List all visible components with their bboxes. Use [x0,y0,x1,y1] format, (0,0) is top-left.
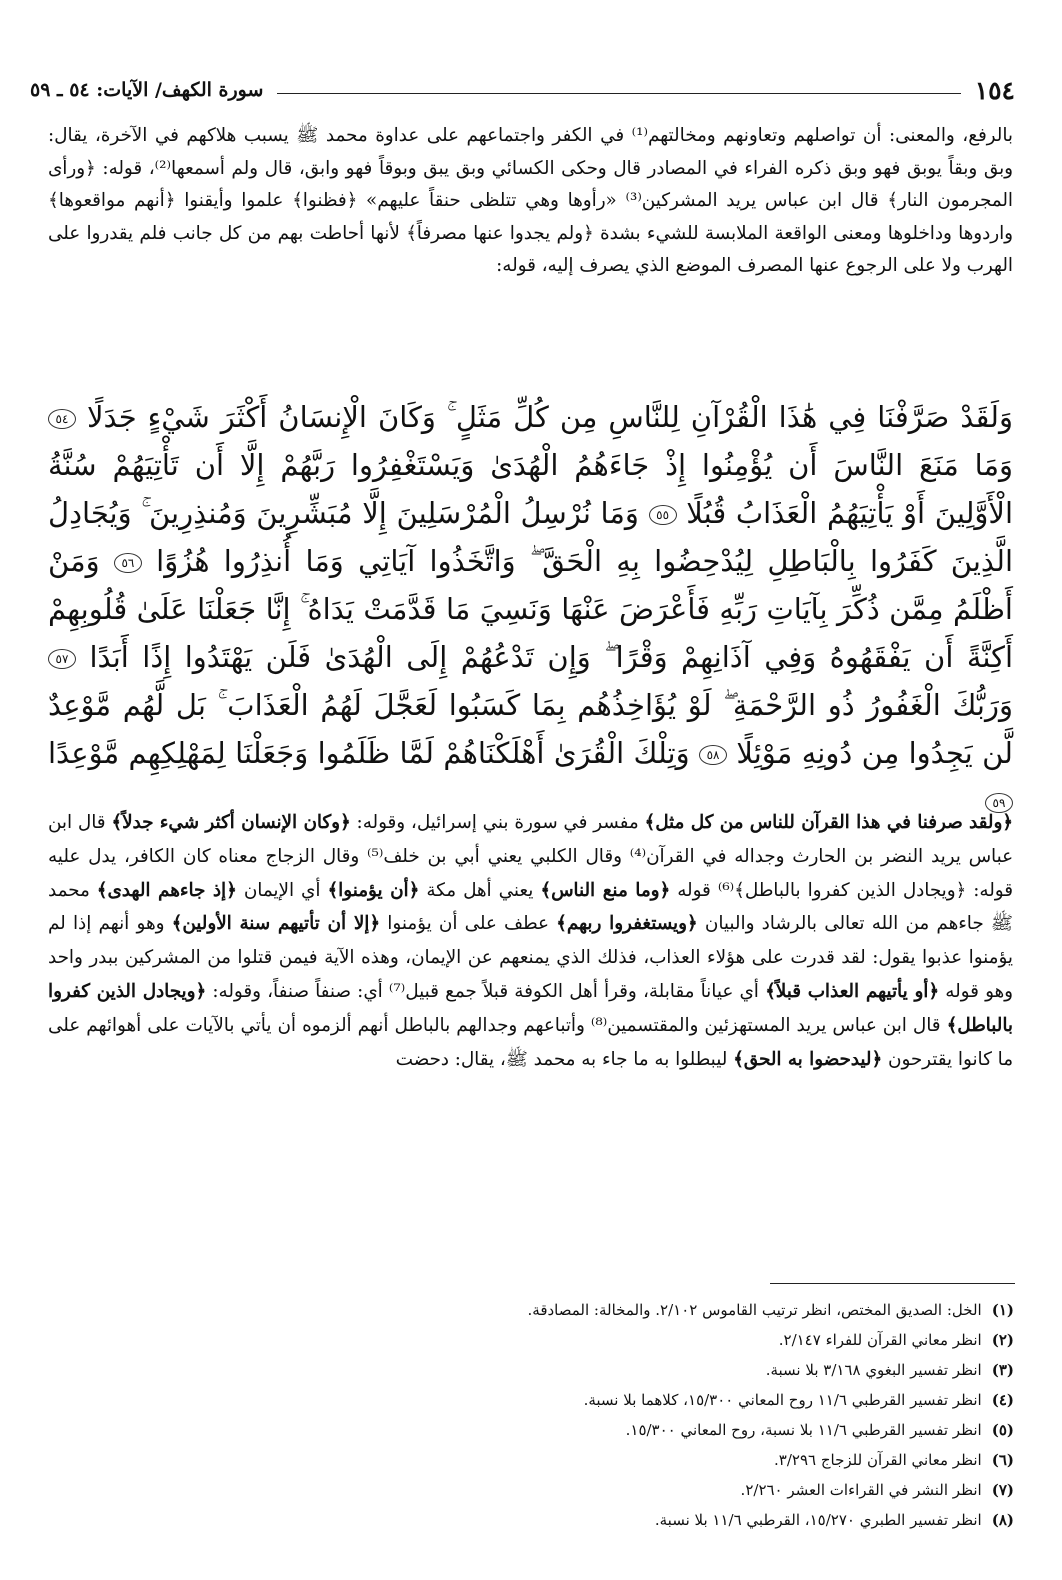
quran-verse: وَمَا نُرْسِلُ الْمُرْسَلِينَ إِلَّا مُبَشِّرِينَ وَمُنذِرِينَ ۚ وَيُجَادِلُ الَّذِينَ كَفَرُوا بِالْبَاطِلِ لِيُدْحِضُوا بِهِ الْحَقَّ ۖ وَاتَّخَذُوا آيَاتِي وَمَا أُنذِرُوا هُزُوًا ٥٦ [48,496,1014,578]
quran-verse: وَمَا مَنَعَ النَّاسَ أَن يُؤْمِنُوا إِذْ جَاءَهُمُ الْهُدَىٰ وَيَسْتَغْفِرُوا رَبَّهُمْ إِلَّا أَن تَأْتِيَهُمْ سُنَّةُ الْأَوَّلِينَ أَوْ يَأْتِيَهُمُ الْعَذَابُ قُبُلًا ٥٥ [48,448,1014,530]
commentary-text: عطف على أن يؤمنوا [380,913,557,935]
footnote-number: (٣) [991,1361,1014,1379]
footnote [49,1385,1014,1415]
footnote [49,1355,1014,1385]
verse-number-marker: ٥٥ [649,505,677,525]
verse-number-marker: ٥٩ [985,793,1013,813]
page-header [30,72,1015,108]
quran-verse: وَلَقَدْ صَرَّفْنَا فِي هَٰذَا الْقُرْآنِ لِلنَّاسِ مِن كُلِّ مَثَلٍ ۚ وَكَانَ الْإِنسَانُ أَكْثَرَ شَيْءٍ جَدَلًا ٥٤ [48,400,1013,434]
commentary-text: يعني أهل مكة [419,879,541,901]
quoted-phrase: ﴿إلا أن تأتيهم سنة الأولين﴾ [171,913,381,935]
quran-verse: وَمَنْ أَظْلَمُ مِمَّن ذُكِّرَ بِآيَاتِ رَبِّهِ فَأَعْرَضَ عَنْهَا وَنَسِيَ مَا قَدَّمَتْ يَدَاهُ ۚ إِنَّا جَعَلْنَا عَلَىٰ قُلُوبِهِمْ أَكِنَّةً أَن يَفْقَهُوهُ وَفِي آذَانِهِمْ وَقْرًا ۖ وَإِن تَدْعُهُمْ إِلَى الْهُدَىٰ فَلَن يَهْتَدُوا إِذًا أَبَدًا ٥٧ [48,544,1014,674]
verse-number-marker: ٥٧ [48,649,76,669]
verse-number-marker: ٥٤ [48,409,76,429]
quran-verse: وَرَبُّكَ الْغَفُورُ ذُو الرَّحْمَةِ ۖ لَوْ يُؤَاخِذُهُم بِمَا كَسَبُوا لَعَجَّلَ لَهُمُ الْعَذَابَ ۚ بَل لَّهُم مَّوْعِدٌ لَّن يَجِدُوا مِن دُونِهِ مَوْئِلًا ٥٨ [48,688,1014,770]
footnote [49,1415,1014,1445]
tafsir-paragraph [48,806,1013,1076]
verse-number-marker: ٥٨ [699,745,727,765]
quoted-phrase: ﴿أن يؤمنوا﴾ [327,879,420,901]
footnote-text: الخل: الصديق المختص، انظر ترتيب القاموس ٢/١٠٢. والمخالة: المصادقة. [527,1301,982,1319]
quoted-phrase: ﴿وما منع الناس﴾ [540,879,671,901]
commentary-text: أي عياناً مقابلة، وقرأ أهل الكوفة قبلاً جمع قبيل⁽⁷⁾ أي: صنفاً صنفاً، وقوله: [206,980,766,1002]
footnote [49,1445,1014,1475]
commentary-text: وهو أنهم إذا لم يؤمنوا عذبوا يقول: لقد قدرت على هؤلاء العذاب، فذلك الذي يمنعهم عن الإيمان، وهذه الآية فيمن قتلوا من المشركين ببدر واحد وهو قوله [48,913,1013,1002]
intro-paragraph: بالرفع، والمعنى: أن تواصلهم وتعاونهم ومخالتهم⁽¹⁾ في الكفر واجتماعهم على عداوة محمد ﷺ يسبب هلاكهم في الآخرة، يقال: وبق وبقاً يوبق فهو وبق ذكره الفراء في المصادر قال وحكى الكسائي وبق يبق وبوقاً فهو وابق، قال ولم أسمعها⁽²⁾، قوله: ﴿ورأى المجرمون النار﴾ قال ابن عباس يريد المشركين⁽³⁾ «رأوها وهي تتلظى حنقاً عليهم» ﴿فظنوا﴾ علموا وأيقنوا ﴿أنهم مواقعوها﴾ واردوها وداخلوها ومعنى الواقعة الملابسة للشيء بشدة ﴿ولم يجدوا عنها مصرفاً﴾ لأنها أحاطت بهم من كل جانب فلم يقدروا على الهرب ولا على الرجوع عنها المصرف الموضع الذي يصرف إليه، قوله: [48,125,1014,276]
footnote-number: (٧) [991,1481,1014,1499]
quoted-phrase: ﴿إذ جاءهم الهدى﴾ [96,879,237,901]
footnote-number: (١) [991,1301,1014,1319]
running-title: سورة الكهف/ الآيات: ٥٤ ـ ٥٩ [30,79,264,101]
commentary-text: محمد ﷺ جاءهم من الله تعالى بالرشاد والبيان [48,879,1013,935]
footnote-number: (٦) [991,1451,1014,1469]
footnote-number: (٥) [991,1421,1014,1439]
footnote [49,1505,1014,1535]
footnote-number: (٨) [991,1511,1014,1529]
quoted-phrase: ﴿ليدحضوا به الحق﴾ [733,1048,883,1070]
footnote-number: (٢) [991,1331,1014,1349]
footnote-separator [770,1283,1015,1284]
quoted-phrase: ﴿وكان الإنسان أكثر شيء جدلاً﴾ [111,812,351,833]
footnote [49,1325,1014,1355]
footnote [49,1475,1014,1505]
footnote-text: انظر النشر في القراءات العشر ٢/٢٦٠. [740,1481,982,1499]
footnotes-list [49,1295,1014,1535]
commentary-text: قال ابن عباس يريد المستهزئين والمقتسمين⁽⁸⁾ وأتباعهم وجدالهم بالباطل أنهم ألزموه أن يأتي بالآيات على أهوائهم على ما كانوا يقترحون [48,1014,1013,1070]
footnote [49,1295,1014,1325]
footnote-text: انظر معاني القرآن للزجاج ٣/٢٩٦. [774,1451,982,1469]
quoted-phrase: ﴿ويستغفروا ربهم﴾ [556,913,698,935]
commentary-text: ليبطلوا به ما جاء به محمد ﷺ، يقال: دحضت [395,1048,734,1070]
footnote-text: انظر تفسير القرطبي ١١/٦ روح المعاني ١٥/٣٠٠، كلاهما بلا نسبة. [583,1391,982,1409]
footnote-text: انظر معاني القرآن للفراء ٢/١٤٧. [778,1331,982,1349]
quran-verse: وَتِلْكَ الْقُرَىٰ أَهْلَكْنَاهُمْ لَمَّا ظَلَمُوا وَجَعَلْنَا لِمَهْلِكِهِم مَّوْعِدًا ٥٩ [48,736,1013,818]
footnote-text: انظر تفسير الطبري ١٥/٢٧٠، القرطبي ١١/٦ بلا نسبة. [654,1511,982,1529]
commentary-text: قال ابن عباس يريد النضر بن الحارث وجداله في القرآن⁽⁴⁾ وقال الكلبي يعني أبي بن خلف⁽⁵⁾ وقال الزجاج معناه كان الكافر، يدل عليه قوله: ﴿ويجادل الذين كفروا بالباطل﴾⁽⁶⁾ قوله [48,812,1013,901]
header-rule [277,93,960,94]
verse-number-marker: ٥٦ [114,553,142,573]
footnote-number: (٤) [991,1391,1014,1409]
commentary-text: مفسر في سورة بني إسرائيل، وقوله: [350,812,645,833]
quran-verses-block [48,393,1013,825]
page-number: ١٥٤ [974,75,1015,105]
quoted-phrase: ﴿ويجادل الذين كفروا بالباطل﴾ [48,980,1013,1036]
footnote-text: انظر تفسير القرطبي ١١/٦ بلا نسبة، روح المعاني ١٥/٣٠٠. [625,1421,982,1439]
quoted-phrase: ﴿أو يأتيهم العذاب قبلاً﴾ [765,980,940,1002]
footnote-text: انظر تفسير البغوي ٣/١٦٨ بلا نسبة. [765,1361,982,1379]
commentary-text: أي الإيمان [236,879,328,901]
quoted-phrase: ﴿ولقد صرفنا في هذا القرآن للناس من كل مثل﴾ [644,812,1013,833]
